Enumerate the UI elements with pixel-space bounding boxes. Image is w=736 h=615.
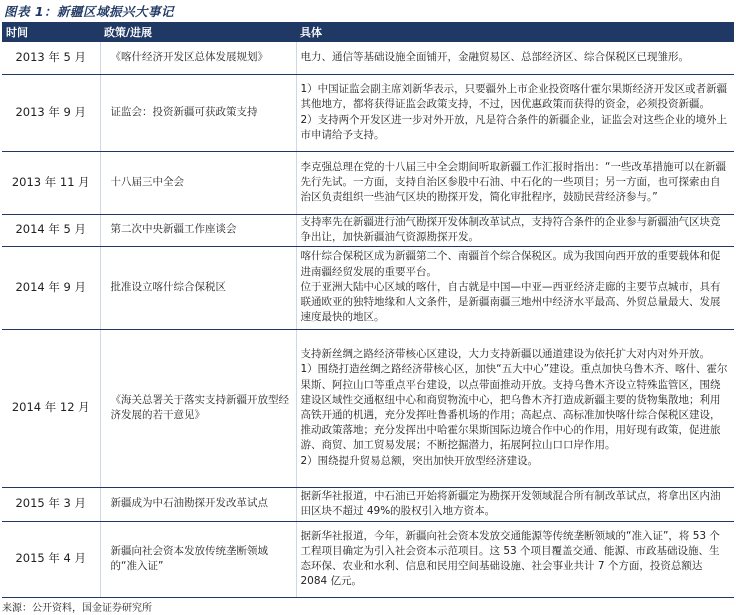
table-row: [2, 42, 734, 74]
detail-paragraph: 李克强总理在党的十八届三中全会期间听取新疆工作汇报时指出：“一些改革措施可以在新疆先行先试。一方面，支持自治区参股中石油、中石化的一些项目；另一方面，也可探索由自治区负责组织一些油气区块的勘探开发，简化审批程序，鼓励民营经济参与。”: [300, 160, 726, 204]
cell-detail: [296, 246, 734, 329]
cell-policy: 证监会：投资新疆可获政策支持: [100, 74, 296, 151]
table-row: [2, 246, 734, 329]
detail-paragraph: 1）中国证监会副主席刘新华表示，只要疆外上市企业投资喀什霍尔果斯经济开发区或者新疆其他地方，都将获得证监会政策支持，不过，因优惠政策而获得的资金，必须投资新疆。: [300, 83, 728, 111]
table-row: [2, 214, 734, 246]
header-policy: 政策/进展: [100, 22, 296, 42]
table-row: [2, 151, 734, 214]
source-note: 来源：公开资料，国金证券研究所: [2, 603, 152, 614]
cell-policy: 新疆成为中石油勘探开发改革试点: [100, 487, 296, 521]
cell-time: 2015 年 4 月: [2, 521, 100, 597]
detail-paragraph: 喀什综合保税区成为新疆第二个、南疆首个综合保税区。成为我国向西开放的重要载体和促进南疆经贸发展的重要平台。: [300, 250, 721, 278]
cell-time: 2015 年 3 月: [2, 487, 100, 521]
detail-paragraph: 支持率先在新疆进行油气勘探开发体制改革试点，支持符合条件的企业参与新疆油气区块竞争出让，加快新疆油气资源勘探开发。: [300, 215, 721, 243]
table-row: [2, 521, 734, 597]
cell-detail: [296, 74, 734, 151]
detail-paragraph: 2）围绕提升贸易总额，突出加快开放型经济建设。: [300, 454, 539, 467]
header-detail: 具体: [296, 22, 734, 42]
table-body: [2, 42, 734, 597]
table-row: [2, 74, 734, 151]
cell-detail: [296, 151, 734, 214]
detail-paragraph: 据新华社报道，今年，新疆向社会资本发放交通能源等传统垄断领域的“准入证”，将 53 个工程项目确定为引入社会资本示范项目。这 53 个项目覆盖交通、能源、市政基础设施、生态环保、农业和水利、信息和民用空间基础设施、社会事业共计 7 个方面，投资总额达 2084 亿元。: [300, 529, 720, 588]
table-header-row: [2, 22, 734, 42]
cell-policy: 第二次中央新疆工作座谈会: [100, 214, 296, 246]
detail-paragraph: 2）支持两个开发区进一步对外开放，凡是符合条件的新疆企业，证监会对这些企业的境外上市申请给予支持。: [300, 113, 728, 141]
table-row: [2, 487, 734, 521]
cell-detail: [296, 214, 734, 246]
cell-policy: 新疆向社会资本发放传统垄断领域的“准入证”: [100, 521, 296, 597]
cell-detail: [296, 521, 734, 597]
cell-time: 2013 年 5 月: [2, 42, 100, 74]
cell-policy: 《喀什经济开发区总体发展规划》: [100, 42, 296, 74]
cell-detail: [296, 487, 734, 521]
header-time: 时间: [2, 22, 100, 42]
cell-time: 2013 年 11 月: [2, 151, 100, 214]
detail-paragraph: 1）围绕打造丝绸之路经济带核心区，加快“五大中心”建设。重点加快乌鲁木齐、喀什、霍尔果斯、阿拉山口等重点平台建设，以点带面推动开放。支持乌鲁木齐设立特殊监管区，围绕建设区域性交通枢纽中心和商贸物流中心，把乌鲁木齐打造成新疆主要的货物集散地；利用高铁开通的机遇，充分发挥吐鲁番机场的作用；高起点、高标准加快喀什综合保税区建设，推动政策落地；充分发挥出中哈霍尔果斯国际边境合作中心的作用，用好现有政策，促进旅游、商贸、加工贸易发展；不断挖掘潜力，拓展阿拉山口口岸作用。: [300, 363, 728, 452]
cell-policy: 批准设立喀什综合保税区: [100, 246, 296, 329]
cell-time: 2013 年 9 月: [2, 74, 100, 151]
cell-policy: 十八届三中全会: [100, 151, 296, 214]
table-row: [2, 329, 734, 487]
detail-paragraph: 支持新丝绸之路经济带核心区建设，大力支持新疆以通道建设为依托扩大对内对外开放。: [300, 348, 710, 361]
cell-policy: 《海关总署关于落实支持新疆开放型经济发展的若干意见》: [100, 329, 296, 487]
detail-paragraph: 位于亚洲大陆中心区域的喀什，自古就是中国—中亚—西亚经济走廊的主要节点城市，具有联通欧亚的独特地缘和人文条件，是新疆南疆三地州中经济水平最高、外贸总量最大、发展速度最快的地区。: [300, 280, 721, 324]
cell-time: 2014 年 12 月: [2, 329, 100, 487]
detail-paragraph: 据新华社报道，中石油已开始将新疆定为勘探开发领域混合所有制改革试点，将拿出区内油田区块不超过 49%的股权引入地方资本。: [300, 489, 721, 517]
figure-title: 图表 1：新疆区域振兴大事记: [4, 4, 175, 19]
cell-time: 2014 年 9 月: [2, 246, 100, 329]
cell-detail: [296, 329, 734, 487]
cell-time: 2014 年 5 月: [2, 214, 100, 246]
detail-paragraph: 电力、通信等基础设施全面铺开，金融贸易区、总部经济区、综合保税区已现雏形。: [300, 51, 689, 64]
cell-detail: [296, 42, 734, 74]
events-table: [2, 22, 734, 598]
